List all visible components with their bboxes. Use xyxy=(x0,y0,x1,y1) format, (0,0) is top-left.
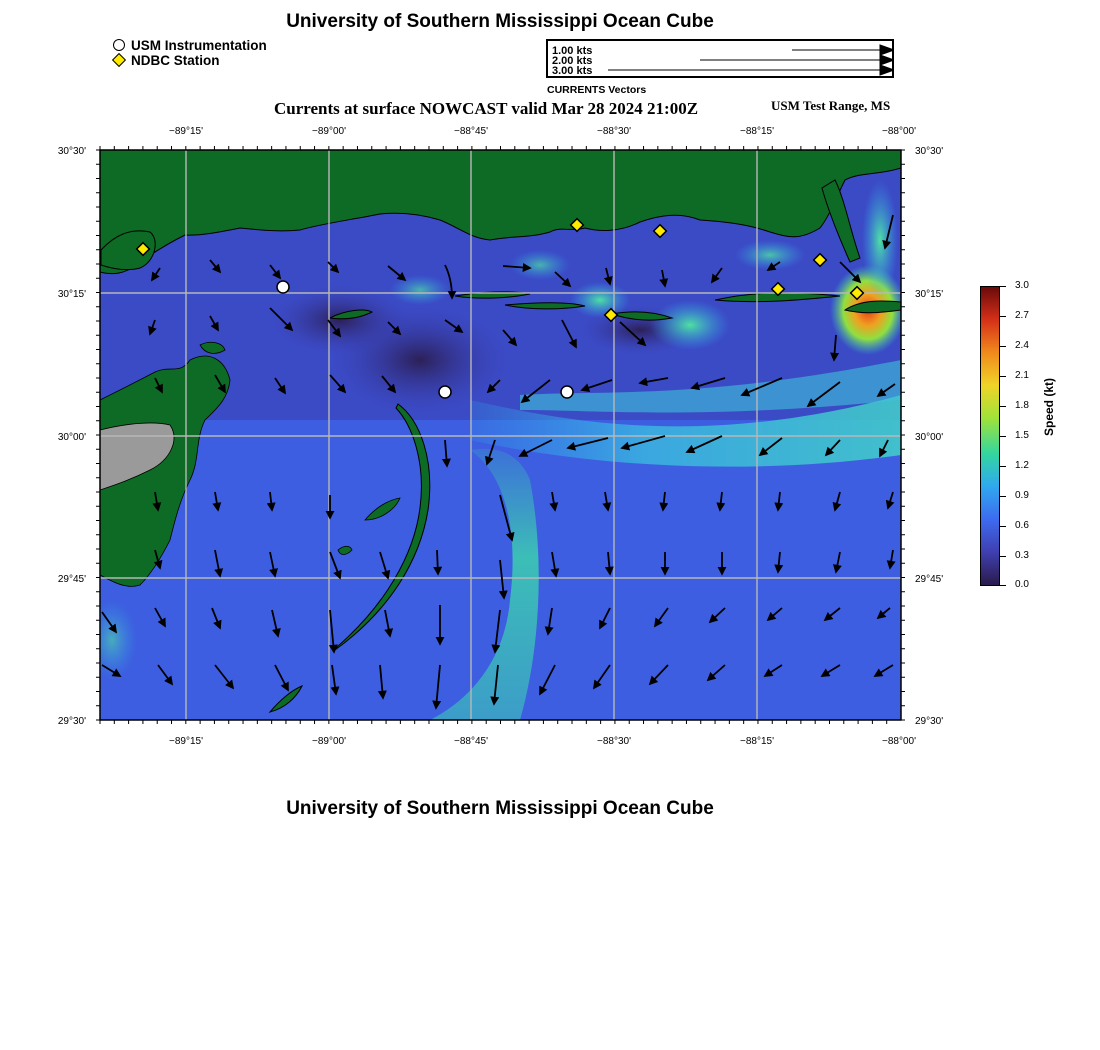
y-tick-label: 29°45' xyxy=(57,574,86,585)
y-tick-label: 30°15' xyxy=(915,289,944,300)
y-tick-label: 29°30' xyxy=(915,716,944,727)
x-axis-bottom xyxy=(169,736,916,747)
vector-key-label: 2.00 kts xyxy=(552,55,593,67)
usm-station-marker[interactable] xyxy=(439,386,451,398)
vector-key-caption: CURRENTS Vectors xyxy=(547,84,647,96)
colorbar-tick-label: 1.5 xyxy=(1015,430,1029,441)
x-tick-label: −89°00' xyxy=(312,126,346,137)
y-axis-left xyxy=(58,146,86,727)
legend-usm-label: USM Instrumentation xyxy=(131,38,267,53)
colorbar-tick-label: 1.2 xyxy=(1015,460,1029,471)
colorbar-tick-label: 0.6 xyxy=(1015,520,1029,531)
vector-key-label: 3.00 kts xyxy=(552,65,593,77)
y-tick-label: 30°15' xyxy=(57,289,86,300)
footer-title: University of Southern Mississippi Ocean Cube xyxy=(286,798,714,819)
legend-ndbc-label: NDBC Station xyxy=(131,53,220,68)
x-tick-label: −88°00' xyxy=(882,736,916,747)
y-tick-label: 30°30' xyxy=(915,146,944,157)
y-axis-right xyxy=(915,146,943,727)
usm-station-marker[interactable] xyxy=(277,281,289,293)
vector-key-label: 1.00 kts xyxy=(552,45,593,57)
colorbar-tick-label: 2.7 xyxy=(1015,310,1029,321)
y-tick-label: 30°30' xyxy=(57,146,86,157)
x-tick-label: −88°45' xyxy=(454,736,488,747)
map-subtitle: Currents at surface NOWCAST valid Mar 28 2024 21:00Z xyxy=(274,99,699,118)
colorbar-tick-label: 0.3 xyxy=(1015,550,1029,561)
colorbar-tick-label: 1.8 xyxy=(1015,400,1029,411)
colorbar-tick-label: 2.1 xyxy=(1015,370,1029,381)
x-tick-label: −88°30' xyxy=(597,126,631,137)
colorbar-tick-label: 0.9 xyxy=(1015,490,1029,501)
test-range-label: USM Test Range, MS xyxy=(771,98,891,113)
x-tick-label: −88°30' xyxy=(597,736,631,747)
x-tick-label: −89°15' xyxy=(169,126,203,137)
colorbar-title: Speed (kt) xyxy=(1042,377,1056,436)
y-tick-label: 30°00' xyxy=(915,432,944,443)
map-title: University of Southern Mississippi Ocean Cube xyxy=(286,11,714,32)
y-tick-label: 29°45' xyxy=(915,574,944,585)
x-tick-label: −89°00' xyxy=(312,736,346,747)
y-tick-label: 29°30' xyxy=(57,716,86,727)
colorbar-tick-label: 3.0 xyxy=(1015,280,1029,291)
x-axis-top xyxy=(169,126,916,137)
x-tick-label: −88°15' xyxy=(740,736,774,747)
colorbar-tick-label: 0.0 xyxy=(1015,579,1029,590)
x-tick-label: −88°00' xyxy=(882,126,916,137)
speed-colorbar xyxy=(980,286,1000,586)
x-tick-label: −89°15' xyxy=(169,736,203,747)
colorbar-tick-label: 2.4 xyxy=(1015,340,1029,351)
usm-station-marker[interactable] xyxy=(561,386,573,398)
x-tick-label: −88°45' xyxy=(454,126,488,137)
y-tick-label: 30°00' xyxy=(57,432,86,443)
x-tick-label: −88°15' xyxy=(740,126,774,137)
